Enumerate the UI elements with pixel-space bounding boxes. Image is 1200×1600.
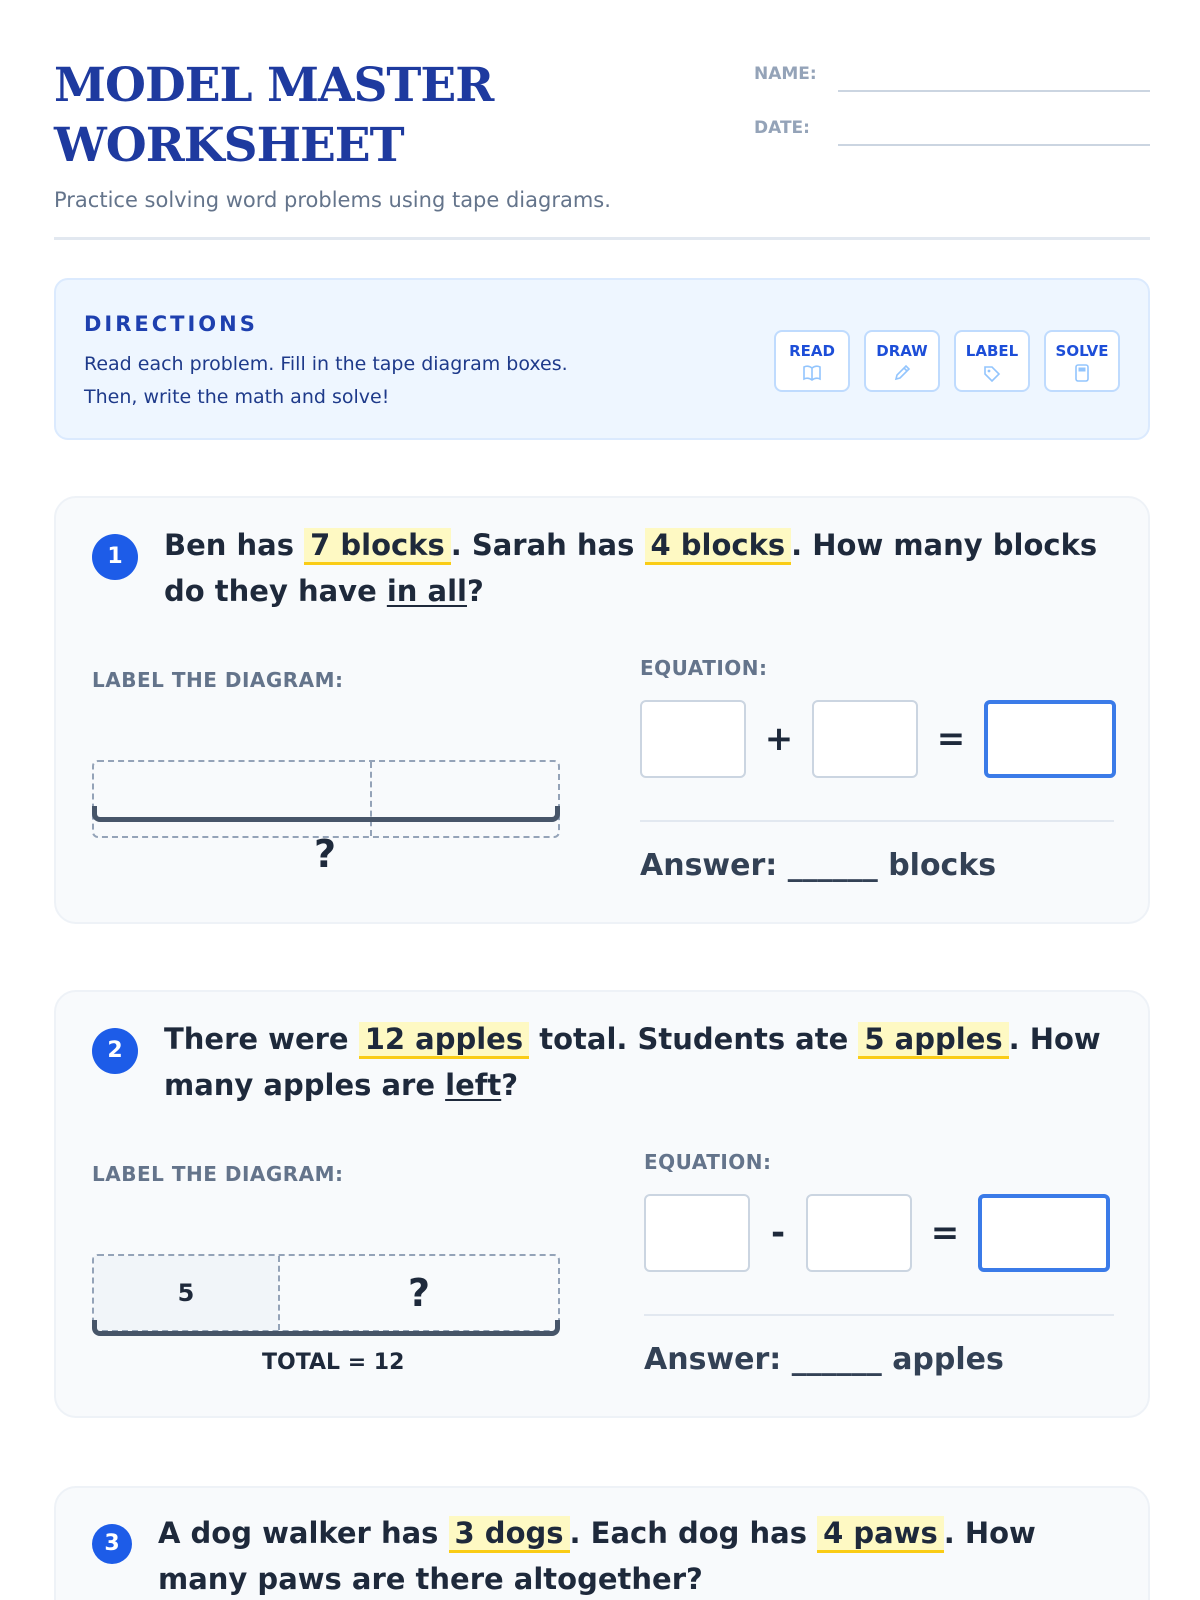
tag-icon [982, 364, 1002, 382]
highlight-quantity: 12 apples [359, 1022, 529, 1059]
title-line-2: WORKSHEET [54, 118, 404, 173]
tape-unknown-total: ? [314, 832, 337, 876]
highlight-quantity: 5 apples [858, 1022, 1008, 1059]
problem-card-3 [54, 1486, 1150, 1600]
page-title [54, 56, 614, 176]
diagram-label: LABEL THE DIAGRAM: [92, 668, 344, 692]
keyword-underline: in all [386, 574, 467, 608]
tape-bracket [92, 1320, 560, 1336]
date-label: DATE: [754, 118, 810, 138]
minus-sign: - [770, 1213, 786, 1253]
problem-number-3: 3 [92, 1524, 132, 1564]
equation-label: EQUATION: [644, 1150, 772, 1174]
step-solve-label: SOLVE [1055, 342, 1109, 360]
directions-line-2: Then, write the math and solve! [84, 386, 390, 408]
equals-sign: = [936, 719, 966, 759]
equation-label: EQUATION: [640, 656, 768, 680]
diagram-label: LABEL THE DIAGRAM: [92, 1162, 344, 1186]
keyword-underline: left [445, 1068, 502, 1102]
step-draw-label: DRAW [876, 342, 928, 360]
problem-number-1: 1 [92, 534, 138, 580]
sum-box[interactable] [984, 700, 1116, 778]
book-icon [802, 364, 822, 382]
tape-segment-unknown[interactable]: ? [407, 1271, 431, 1315]
plus-sign: + [764, 719, 794, 759]
pencil-icon [892, 364, 912, 382]
step-label [954, 330, 1030, 392]
name-row [754, 56, 1150, 92]
directions-line-1: Read each problem. Fill in the tape diagram boxes. [84, 353, 568, 375]
step-label-label: LABEL [965, 342, 1019, 360]
highlight-quantity: 4 paws [817, 1516, 944, 1553]
addend-box-1[interactable] [640, 700, 746, 778]
step-read [774, 330, 850, 392]
title-line-1: MODEL MASTER [54, 58, 494, 113]
problem-text-1: Ben has 7 blocks . Sarah has 4 blocks . How many blocks do they have in all? [164, 528, 1098, 608]
date-row [754, 110, 1150, 146]
worksheet-header [54, 56, 1150, 240]
name-field[interactable] [838, 56, 1150, 92]
date-field[interactable] [838, 110, 1150, 146]
problem-card-2 [54, 990, 1150, 1418]
student-info [754, 56, 1150, 164]
highlight-quantity: 4 blocks [645, 528, 792, 565]
step-read-label: READ [789, 342, 835, 360]
equals-sign: = [930, 1213, 960, 1253]
highlight-quantity: 7 blocks [304, 528, 451, 565]
calculator-icon [1072, 364, 1092, 382]
tape-bracket [92, 806, 560, 822]
equation-divider [644, 1314, 1114, 1316]
step-draw [864, 330, 940, 392]
minuend-box[interactable] [644, 1194, 750, 1272]
highlight-quantity: 3 dogs [449, 1516, 570, 1553]
equation-divider [640, 820, 1114, 822]
tape-diagram [92, 760, 560, 838]
answer-line[interactable]: Answer: ______ blocks [640, 848, 997, 883]
directions-panel [54, 278, 1150, 440]
problem-number-2: 2 [92, 1028, 138, 1074]
tape-segment-part-1[interactable] [94, 762, 370, 836]
equation-row [640, 700, 1116, 778]
difference-box[interactable] [978, 1194, 1110, 1272]
tape-total-label: TOTAL = 12 [262, 1350, 405, 1375]
tape-segment-part-2[interactable] [372, 762, 558, 836]
tape-segment-known[interactable]: 5 [94, 1256, 278, 1330]
addend-box-2[interactable] [812, 700, 918, 778]
problem-card-1 [54, 496, 1150, 924]
problem-text-2: There were 12 apples total. Students ate 5 apples . How many apples are left? [164, 1022, 1101, 1102]
name-label: NAME: [754, 64, 817, 84]
subtrahend-box[interactable] [806, 1194, 912, 1272]
step-badges [774, 330, 1120, 392]
tape-diagram [92, 1254, 560, 1332]
step-solve [1044, 330, 1120, 392]
directions-text [84, 348, 644, 414]
answer-line[interactable]: Answer: ______ apples [644, 1342, 1004, 1377]
equation-row [644, 1194, 1110, 1272]
directions-title: DIRECTIONS [84, 312, 258, 336]
page-subtitle: Practice solving word problems using tape diagrams. [54, 188, 611, 212]
problem-text-3: A dog walker has 3 dogs . Each dog has 4 paws . How many paws are there altogether? [158, 1516, 1036, 1596]
